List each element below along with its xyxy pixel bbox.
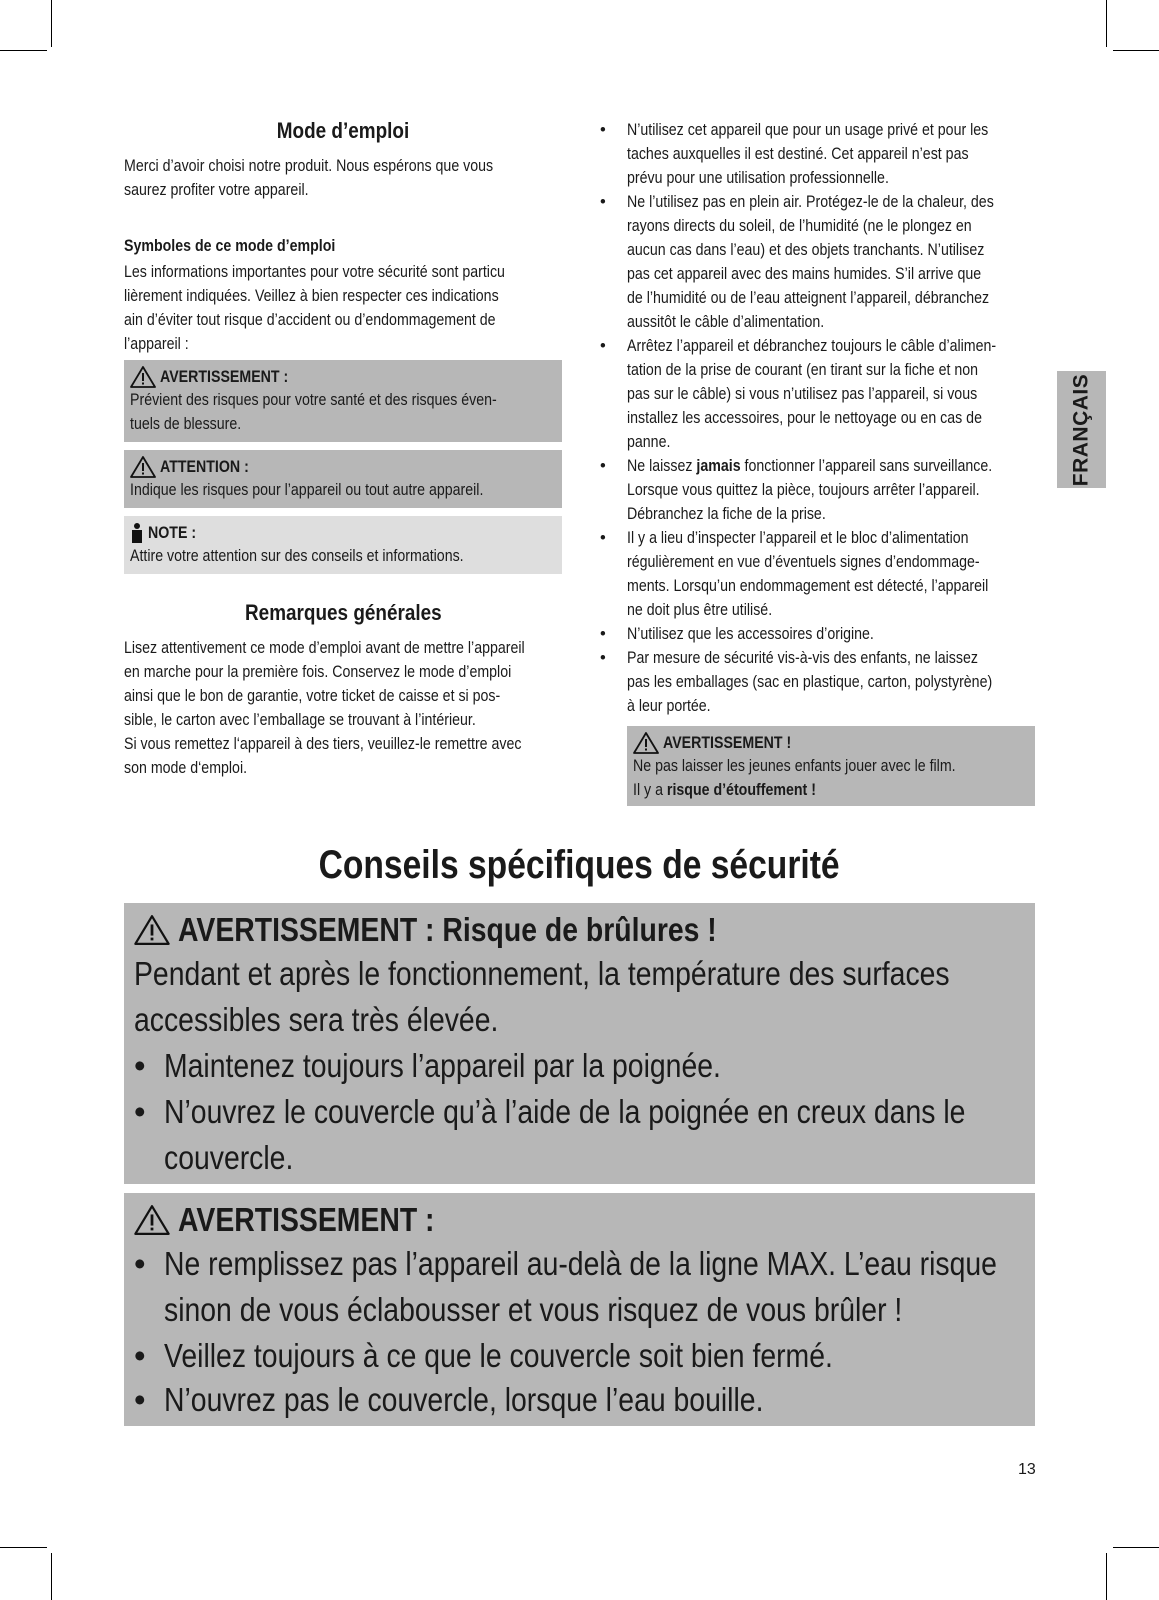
child-warning-text: Ne pas laisser les jeunes enfants jouer avec le film. Il y a risque d’étouffement ! [633,757,956,799]
safety-bullet-item: • Ne laissez jamais fonctionner l’appareil sans surveillance. Lorsque vous quittez la pièce, toujours arrêter l’appareil. Débranchez la fiche de la prise. [597,454,1035,526]
safety-bullet-item: • N’utilisez que les accessoires d’origine. [597,622,1035,646]
attention-symbol-text: Indique les risques pour l’appareil ou tout autre appareil. [130,481,484,499]
warning-icon [134,914,170,946]
burn-warning-box: AVERTISSEMENT : Risque de brûlures ! Pendant et après le fonctionnement, la température des surfaces accessibles sera très élevée. • Maintenez toujours l’appareil par la poignée. • N’ouvrez le couvercle qu’à l’aide de la poignée en creux dans le couvercle. [124,903,1035,1184]
warning-icon [134,1204,170,1236]
warning-icon [130,456,156,478]
safety-bullet-list [597,118,1035,718]
safety-bullet-item: • Il y a lieu d’inspecter l’appareil et le bloc d’alimentation régulièrement en vue d’éventuels signes d’endommage- ments. Lorsqu’un endommagement est détecté, l’appareil ne doit plus être utilisé. [597,526,1035,622]
warning-symbol-text: Prévient des risques pour votre santé et des risques éven- tuels de blessure. [130,391,497,433]
symbols-heading: Symboles de ce mode d’emploi [124,237,336,255]
warning-icon [130,366,156,388]
crop-mark [0,50,47,51]
intro-paragraph: Merci d’avoir choisi notre produit. Nous espérons que vous saurez profiter votre appareil. [124,157,494,199]
child-warning-box [627,726,1035,806]
symbols-paragraph: Les informations importantes pour votre sécurité sont particu lièrement indiquées. Veillez à bien respecter ces indications ain d’éviter tout risque d’accident ou d’endommagement de l’appareil : [124,263,505,353]
page-number: 13 [1018,1461,1036,1478]
warning-symbol-title: AVERTISSEMENT : [130,366,556,388]
remarks-paragraph: Lisez attentivement ce mode d’emploi avant de mettre l’appareil en marche pour la première fois. Conservez le mode d’emploi ainsi que le bon de garantie, votre ticket de caisse et si pos- sible, le carton avec l’emballage se trouvant à l’intérieur. Si vous remettez l‘appareil à des tiers, veuillez-le remettre avec son mode d‘emploi. [124,639,525,777]
attention-symbol-box [124,450,562,508]
safety-bullet-item: • Arrêtez l’appareil et débranchez toujours le câble d’alimen- tation de la prise de courant (en tirant sur la fiche et non pas sur le câble) si vous n’utilisez pas l’appareil, si vous installez les accessoires, pour le nettoyage ou en cas de panne. [597,334,1035,454]
crop-mark [1106,0,1107,47]
safety-bullet-item: • N’utilisez cet appareil que pour un usage privé et pour les taches auxquelles il est destiné. Cet appareil n’est pas prévu pour une utilisation professionnelle. [597,118,1035,190]
safety-bullet-item: • Ne l’utilisez pas en plein air. Protégez-le de la chaleur, des rayons directs du soleil, de l’humidité (ne le plongez en aucun cas dans l’eau) et des objets tranchants. N’utilisez pas cet appareil avec des mains humides. S’il arrive que de l’humidité ou de l’eau atteignent l’appareil, débranchez aussitôt le câble d’alimentation. [597,190,1035,334]
burn-warning-title: AVERTISSEMENT : Risque de brûlures ! [134,911,804,949]
note-symbol-title: NOTE : [130,522,556,544]
overflow-warning-box: AVERTISSEMENT : • Ne remplissez pas l’appareil au-delà de la ligne MAX. L’eau risque sinon de vous éclabousser et vous risquez de vous brûler ! • Veillez toujours à ce que le couvercle soit bien fermé. • N’ouvrez pas le couvercle, lorsque l’eau bouille. [124,1193,1035,1426]
language-tab-label: FRANÇAIS [1069,373,1093,486]
burn-warning-text: Pendant et après le fonctionnement, la température des surfaces [134,955,950,992]
crop-mark [1113,1547,1159,1548]
warning-symbol-box [124,360,562,442]
section-title-mode-emploi: Mode d’emploi [276,118,410,143]
right-column [597,118,1035,806]
language-tab [1057,371,1106,488]
info-icon [130,522,144,544]
attention-symbol-title: ATTENTION : [130,456,556,478]
note-symbol-box [124,516,562,574]
note-symbol-text: Attire votre attention sur des conseils et informations. [130,547,464,565]
burn-warning-text: accessibles sera très élevée. [134,1001,499,1038]
crop-mark [51,1553,52,1600]
crop-mark [0,1547,47,1548]
warning-icon [633,732,659,754]
crop-mark [51,0,52,47]
crop-mark [1113,50,1159,51]
left-column [124,118,562,780]
overflow-warning-title: AVERTISSEMENT : [134,1201,476,1239]
main-title: Conseils spécifiques de sécurité [318,843,840,887]
safety-bullet-item: • Par mesure de sécurité vis-à-vis des enfants, ne laissez pas les emballages (sac en plastique, carton, polystyrène) à leur portée. [597,646,1035,718]
crop-mark [1106,1553,1107,1600]
child-warning-title: AVERTISSEMENT ! [633,732,1029,754]
section-title-remarques: Remarques générales [244,600,442,625]
